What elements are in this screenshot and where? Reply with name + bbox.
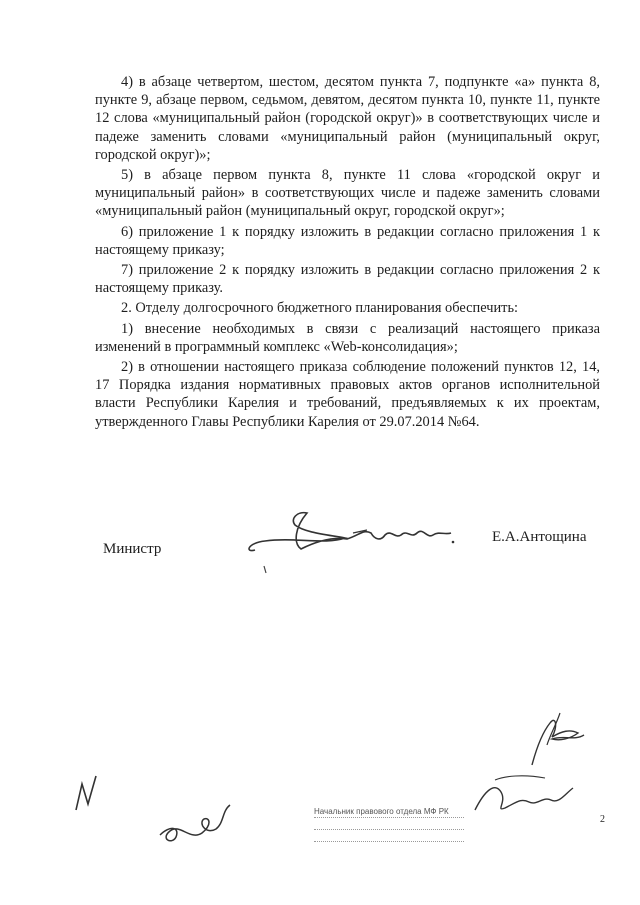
signatory-name: Е.А.Антощина <box>492 529 587 545</box>
approval-stamp <box>314 806 464 842</box>
document-body <box>95 73 600 433</box>
stamp-signature <box>465 770 580 825</box>
pen-mark <box>262 565 270 575</box>
paragraph-item-7: 7) приложение 2 к порядку изложить в редакции согласно приложения 2 к настоящему приказу. <box>95 262 600 297</box>
approval-signature <box>512 705 597 775</box>
minister-signature <box>235 505 460 565</box>
stamp-label: Начальник правового отдела МФ РК <box>314 806 464 818</box>
handwritten-mark <box>70 770 120 820</box>
stamp-signature-line <box>314 818 464 830</box>
paragraph-item-4: 4) в абзаце четвертом, шестом, десятом пункта 7, подпункте «а» пункта 8, пункте 9, абзаце первом, седьмом, девятом, десятом пункта 10, пункте 11, пункте 12 слова «муниципальный район (городской округ)» в соответствующих числе и падеже заменить словами «муниципальный район (муниципальный округ, городской округ)»; <box>95 74 600 163</box>
paragraph-item-5: 5) в абзаце первом пункта 8, пункте 11 слова «городской округ и муниципальный район» в соответствующих числе и падеже заменить словами «муниципальный район (муниципальный округ, городской округ»; <box>95 167 600 220</box>
paragraph-item-6: 6) приложение 1 к порядку изложить в редакции согласно приложения 1 к настоящему приказу; <box>95 223 600 258</box>
signatory-title: Министр <box>103 541 162 557</box>
paragraph-subitem-1: 1) внесение необходимых в связи с реализаций настоящего приказа изменений в программный комплекс «Web-консолидация»; <box>95 320 600 355</box>
page-number: 2 <box>600 814 605 825</box>
stamp-date-line <box>314 830 464 842</box>
handwritten-initials <box>150 795 250 850</box>
paragraph-section-2: 2. Отделу долгосрочного бюджетного планирования обеспечить: <box>121 300 519 317</box>
paragraph-subitem-2: 2) в отношении настоящего приказа соблюдение положений пунктов 12, 14, 17 Порядка издания нормативных правовых актов органов исполнительной власти Республики Карелия и требований, предъявляемых к их проектам, утвержденного Главы Республики Карелия от 29.07.2014 №64. <box>95 359 600 430</box>
